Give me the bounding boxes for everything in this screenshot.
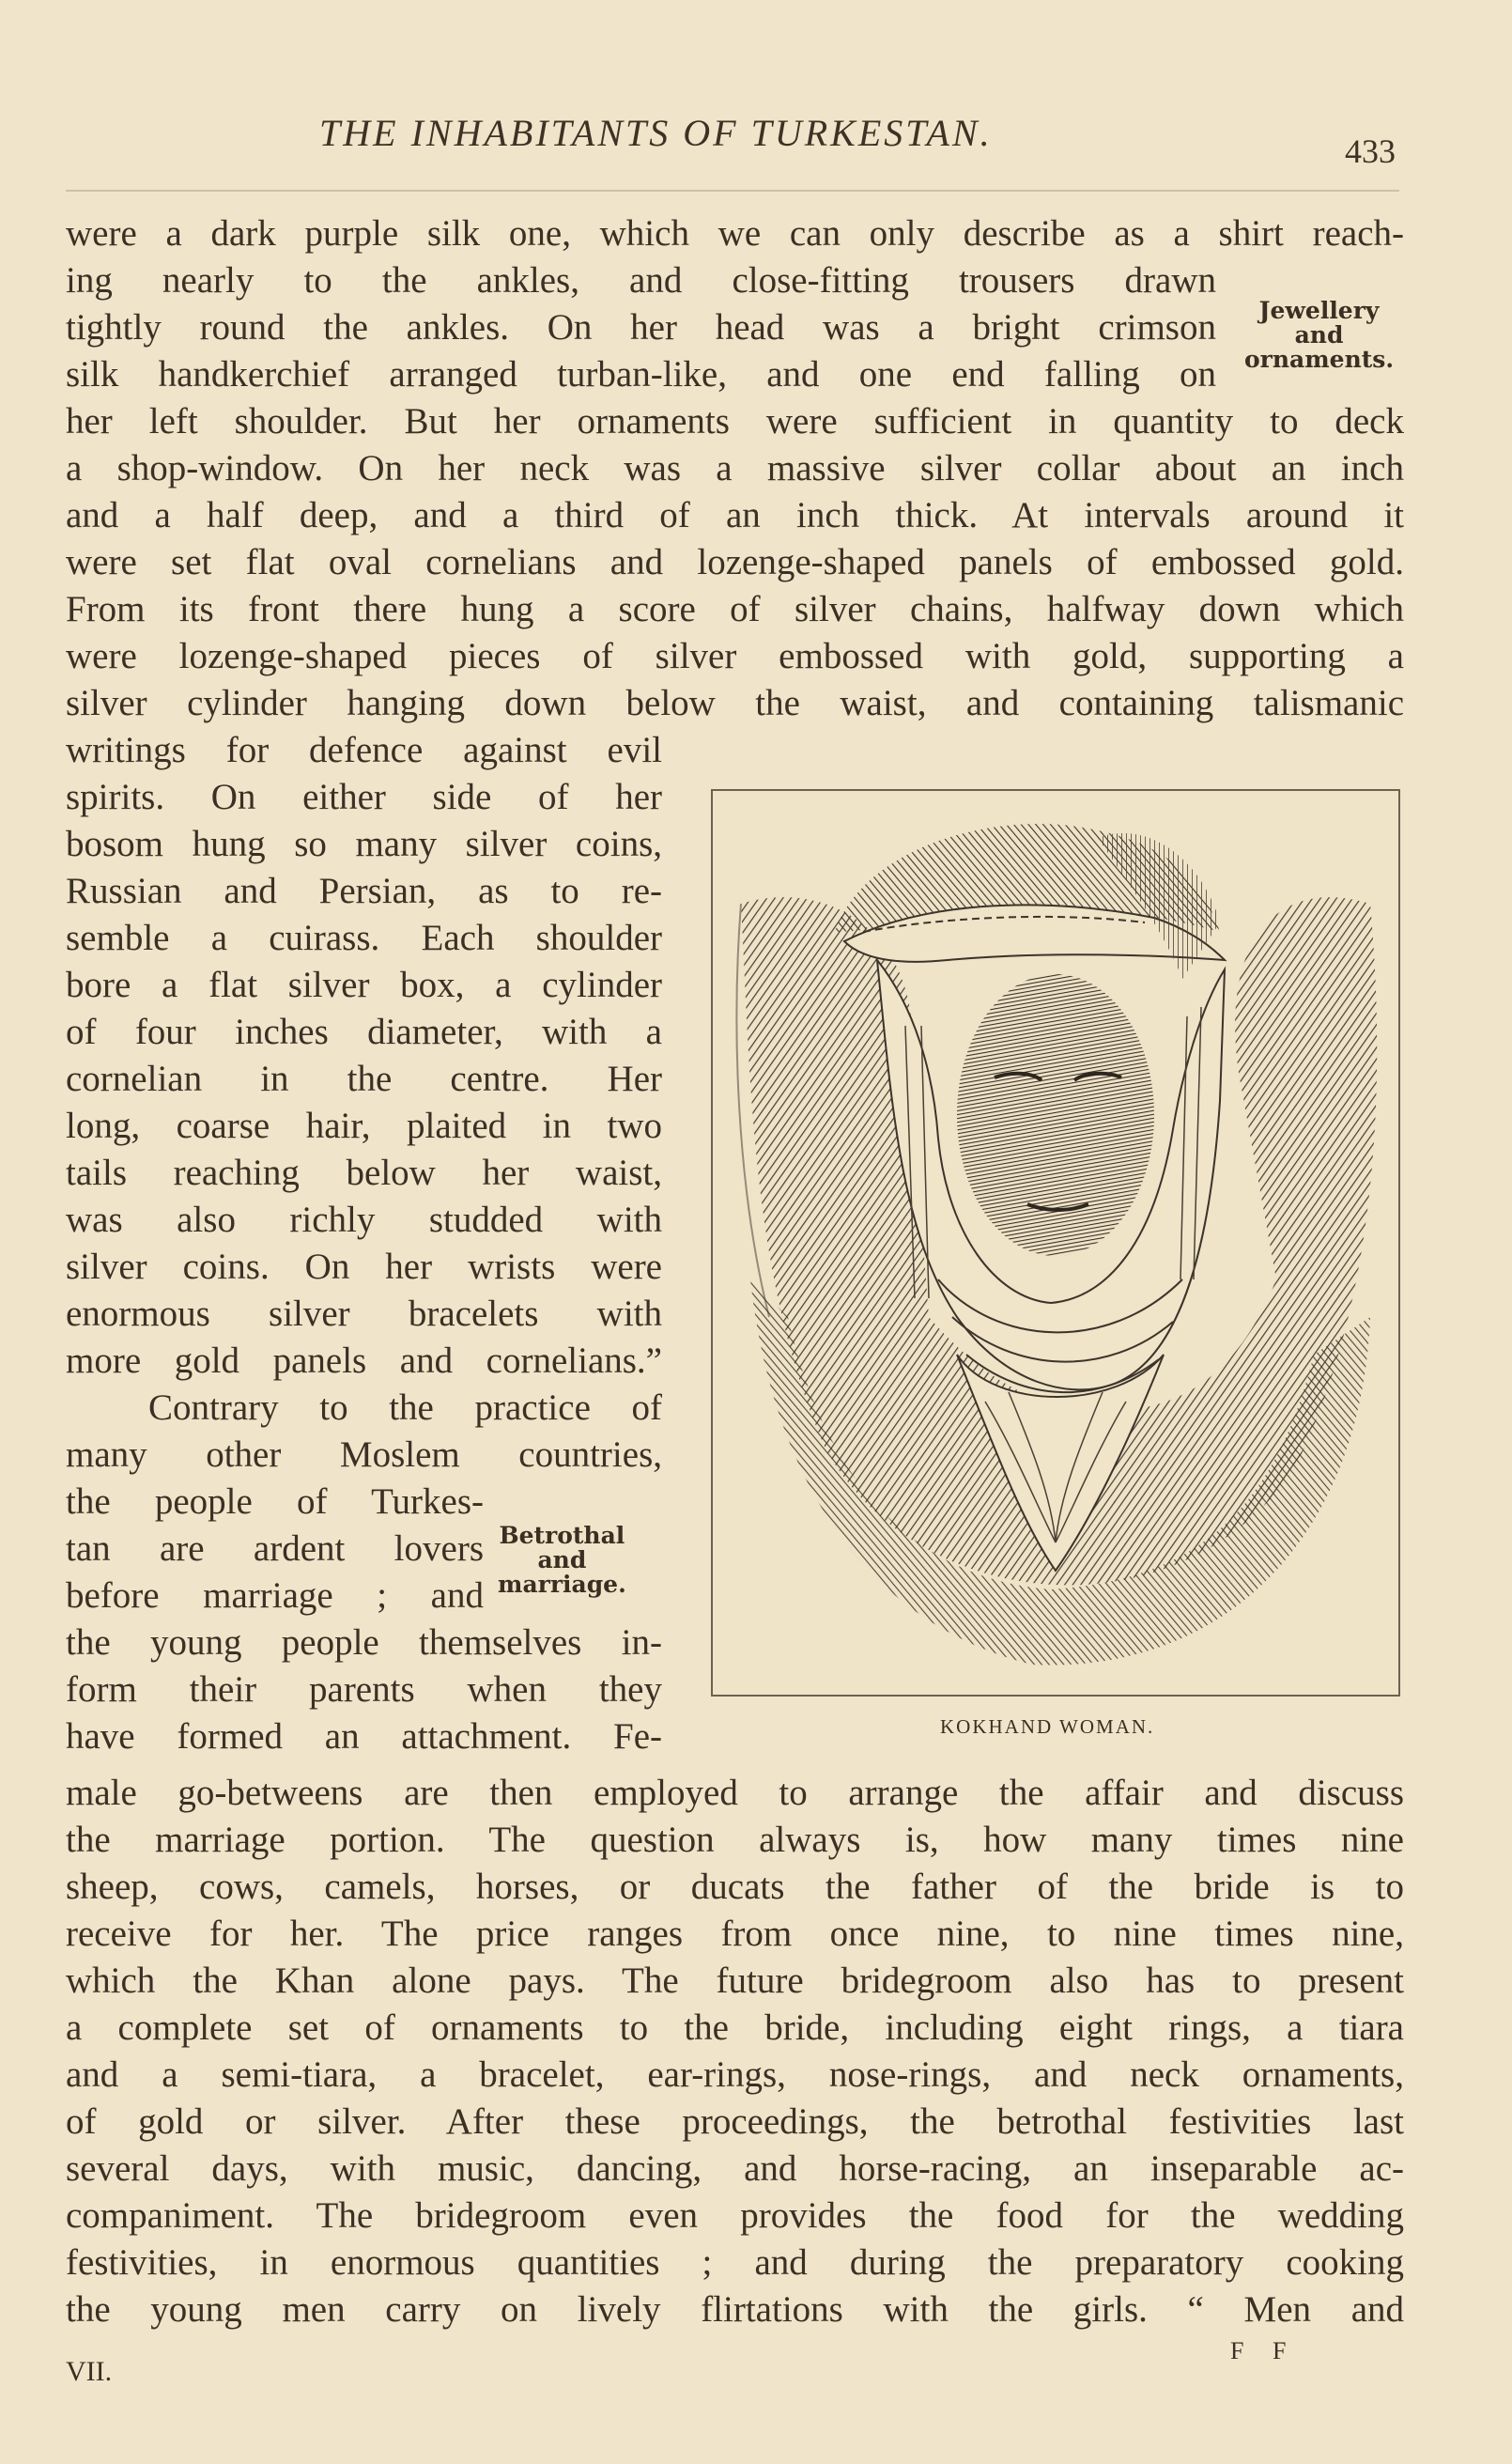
text-line: Contrary to the practice of [148,1387,662,1428]
marginal-note-betrothal [498,1524,626,1597]
marginal-line: Jewellery [1258,297,1380,324]
text-line: tightly round the ankles. On her head was a bright crimson [66,307,1216,348]
text-line: many other Moslem countries, [66,1434,662,1475]
figure-caption: KOKHAND WOMAN. [940,1715,1155,1738]
text-line: male go-betweens are then employed to arrange the affair and discuss [66,1773,1404,1813]
text-line: silk handkerchief arranged turban-like, and one end falling on [66,354,1216,395]
text-line: From its front there hung a score of silver chains, halfway down which [66,589,1404,629]
marginal-line: ornaments. [1244,346,1395,373]
running-title: THE INHABITANTS OF TURKESTAN. [319,112,993,154]
text-line: form their parents when they [66,1669,662,1710]
text-line: semble a cuirass. Each shoulder [66,918,662,958]
text-line: sheep, cows, camels, horses, or ducats the father of the bride is to [66,1867,1404,1907]
text-line: bore a flat silver box, a cylinder [66,965,662,1005]
text-line: tan are ardent lovers [66,1528,484,1569]
engraving-kokhand-woman [711,789,1400,1697]
text-line: cornelian in the centre. Her [66,1059,662,1099]
header-rule [66,190,1399,192]
text-line: which the Khan alone pays. The future bridegroom also has to present [66,1960,1404,2001]
text-line: tails reaching below her waist, [66,1153,662,1193]
text-line: bosom hung so many silver coins, [66,824,662,864]
text-line: Russian and Persian, as to re- [66,871,662,911]
text-line: the marriage portion. The question always is, how many times nine [66,1820,1404,1860]
text-line: before marriage ; and [66,1575,484,1616]
text-line: was also richly studded with [66,1200,662,1240]
text-line: were set flat oval cornelians and lozenge-shaped panels of embossed gold. [66,542,1404,582]
text-line: and a semi-tiara, a bracelet, ear-rings, nose-rings, and neck ornaments, [66,2054,1404,2095]
text-line: her left shoulder. But her ornaments were sufficient in quantity to deck [66,401,1404,442]
volume-mark: VII. [66,2356,113,2387]
text-line: the young people themselves in- [66,1622,662,1663]
page-number: 433 [1345,132,1396,170]
text-line: festivities, in enormous quantities ; and during the preparatory cooking [66,2242,1404,2283]
marginal-line: Betrothal [499,1522,625,1549]
text-line: ing nearly to the ankles, and close-fitting trousers drawn [66,260,1216,301]
text-line: of gold or silver. After these proceedings, the betrothal festivities last [66,2101,1404,2142]
text-line: spirits. On either side of her [66,777,662,817]
text-line: were lozenge-shaped pieces of silver embossed with gold, supporting a [66,636,1404,676]
text-line: the people of Turkes- [66,1481,484,1522]
marginal-line: and [1294,321,1344,349]
text-line: writings for defence against evil [66,730,662,770]
text-line: of four inches diameter, with a [66,1012,662,1052]
text-line: enormous silver bracelets with [66,1294,662,1334]
text-line: a complete set of ornaments to the bride, including eight rings, a tiara [66,2007,1404,2048]
text-line: receive for her. The price ranges from once nine, to nine times nine, [66,1914,1404,1954]
marginal-note-jewellery [1244,299,1394,372]
engraving-illustration [713,791,1398,1695]
signature-mark: F F [1230,2337,1298,2364]
text-line: and a half deep, and a third of an inch thick. At intervals around it [66,495,1404,535]
text-line: silver coins. On her wrists were [66,1247,662,1287]
text-line: long, coarse hair, plaited in two [66,1106,662,1146]
text-line: the young men carry on lively flirtations with the girls. “ Men and [66,2289,1404,2330]
text-line: have formed an attachment. Fe- [66,1716,662,1757]
text-line: more gold panels and cornelians.” [66,1340,662,1381]
marginal-line: marriage. [498,1571,626,1598]
text-line: silver cylinder hanging down below the waist, and containing talismanic [66,683,1404,723]
text-line: were a dark purple silk one, which we can only describe as a shirt reach- [66,213,1404,254]
text-line: companiment. The bridegroom even provides the food for the wedding [66,2195,1404,2236]
text-line: a shop-window. On her neck was a massive silver collar about an inch [66,448,1404,488]
marginal-line: and [537,1546,587,1573]
text-line: several days, with music, dancing, and horse-racing, an inseparable ac- [66,2148,1404,2189]
